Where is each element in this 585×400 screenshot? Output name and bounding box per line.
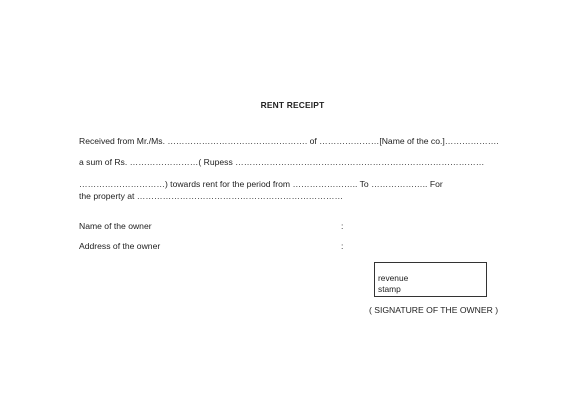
owner-name-colon: : [341,221,344,231]
owner-address-label: Address of the owner [79,241,161,251]
stamp-label-revenue: revenue [378,273,409,283]
period-line: …………………………) towards rent for the period from ………………….. To ……………….. For [79,179,443,189]
owner-address-colon: : [341,241,344,251]
property-line: the property at ……………………………………………………………… [79,191,344,201]
owner-signature-label: ( SIGNATURE OF THE OWNER ) [369,305,499,315]
stamp-label-stamp: stamp [378,284,401,294]
revenue-stamp-box [374,262,487,297]
owner-name-label: Name of the owner [79,221,152,231]
sum-line: a sum of Rs. ……………………( Rupess …………………………………………………………………………… [79,157,485,167]
receipt-title: RENT RECEIPT [260,100,325,110]
received-from-line: Received from Mr./Ms. …………………………………………. of …………………[Name of the co.]………………. [79,136,499,146]
